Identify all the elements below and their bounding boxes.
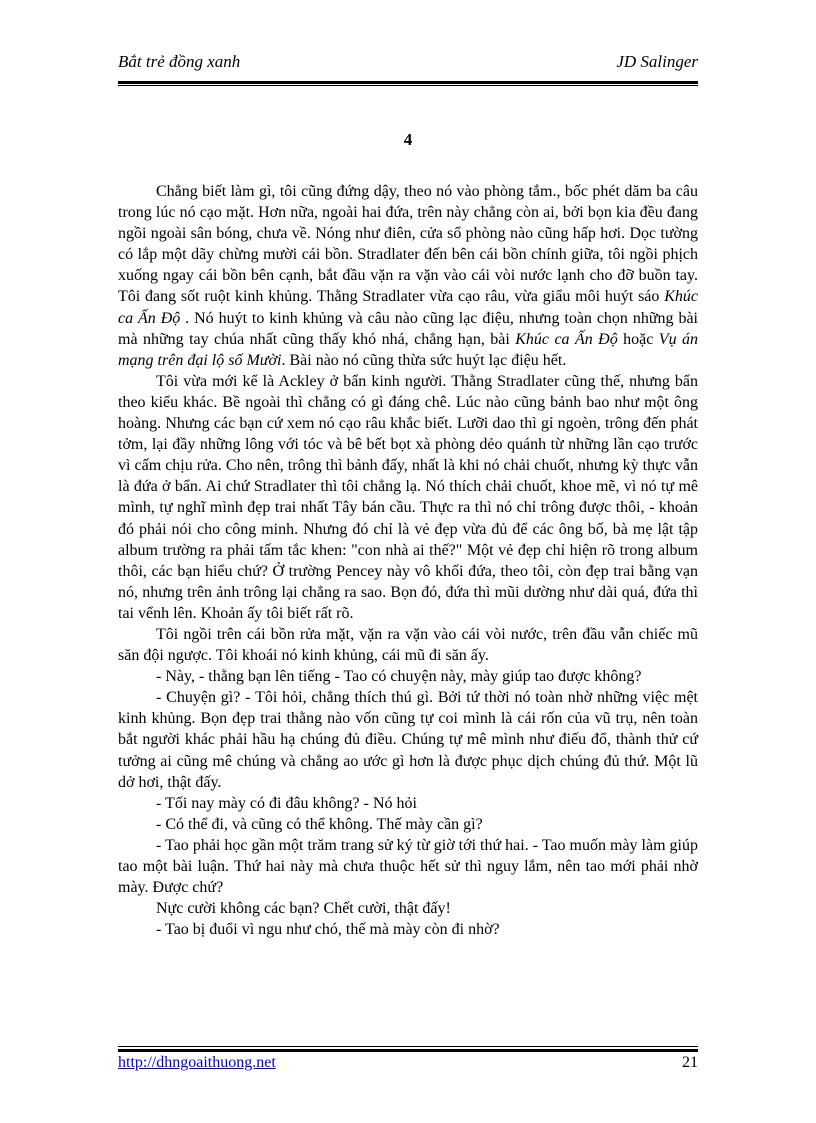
footer-divider — [118, 1049, 698, 1052]
text-run: - Tao phải học gần một trăm trang sử ký từ giờ tới thứ hai. - Tao muốn mày làm giúp tao một bài luận. Thứ hai này mà chưa thuộc hết sử thì nguy lắm, nên tao mới phải nhờ mày. Được chứ? — [118, 836, 698, 897]
paragraph — [118, 181, 698, 371]
book-title: Bắt trẻ đồng xanh — [118, 52, 241, 71]
body-text — [118, 181, 698, 940]
paragraph — [118, 666, 698, 687]
text-run: Tôi vừa mới kể là Ackley ở bẩn kinh người. Thằng Stradlater cũng thế, nhưng bẩn theo kiểu khác. Bề ngoài thì chẳng có gì đáng chê. Lúc nào cũng bảnh bao như một ông hoàng. Nhưng các bạn cứ xem nó cạo râu khắc biết. Lưỡi dao thì gỉ ngoèn, trông đến phát tởm, lại đầy những lông với tóc và bê bết bọt xà phòng dẻo quánh từ những lần cạo trước vì cấm chịu rửa. Cho nên, trông thì bảnh đấy, nhất là khi nó chải chuốt, nhưng kỳ thực vẫn là đứa ở bẩn. Ai chứ Stradlater thì tôi chẳng lạ. Nó thích chải chuốt, khoe mẽ, vì nó tự mê mình, tự nghĩ mình đẹp trai nhất Tây bán cầu. Thực ra thì nó chỉ trông được thôi, - khoản đó phải nói cho công minh. Nhưng đó chỉ là vẻ đẹp vừa đủ để các ông bố, bà mẹ lật tập album trường ra phải tấm tắc khen: "con nhà ai thế?" Một vẻ đẹp chỉ hiện rõ trong album thôi, các bạn hiểu chứ? Ở trường Pencey này vô khối đứa, theo tôi, còn đẹp trai bằng vạn nó, nhưng trên ảnh trông lại chẳng ra sao. Bọn đó, đứa thì mũi dường như dài quá, đứa thì tai vểnh lên. Khoản ấy tôi biết rất rõ. — [118, 372, 698, 622]
text-run: - Có thể đi, và cũng có thể không. Thế mày cần gì? — [156, 815, 483, 833]
paragraph — [118, 814, 698, 835]
header-divider-thin — [118, 85, 698, 86]
text-run: Chẳng biết làm gì, tôi cũng đứng dậy, theo nó vào phòng tắm., bốc phét dăm ba câu trong lúc nó cạo mặt. Hơn nữa, ngoài hai đứa, trên này chẳng còn ai, bởi bọn kia đều đang ngồi ngoài sân bóng, chưa về. Nóng như điên, cửa sổ phòng nào cũng hấp hơi. Dọc tường có lắp một dãy chừng mười cái bồn. Stradlater đến bên cái bồn chính giữa, tôi ngồi phịch xuống ngay cái bồn bên cạnh, bắt đầu vặn ra vặn vào cái vòi nước lạnh cho đỡ buồn tay. Tôi đang sốt ruột kinh khủng. Thằng Stradlater vừa cạo râu, vừa giẩu môi huýt sáo — [118, 183, 698, 306]
page-number: 21 — [682, 1054, 698, 1071]
footer-divider-thin — [118, 1046, 698, 1047]
paragraph — [118, 624, 698, 666]
italic-title: Khúc ca Ấn Độ — [118, 288, 698, 327]
text-run: - Chuyện gì? - Tôi hỏi, chẳng thích thú gì. Bởi tứ thời nó toàn nhờ những việc mệt kinh khủng. Bọn đẹp trai thằng nào vốn cũng tự coi mình là cái rốn của vũ trụ, nên toàn bắt người khác phải hầu hạ chúng đủ điều. Chúng tự mê mình như điếu đổ, thành thử cứ tưởng ai cũng mê chúng và chẳng ao ước gì hơn là được phục dịch chúng đủ thứ. Một lũ dở hơi, thật đấy. — [118, 689, 698, 791]
text-run: - Này, - thằng bạn lên tiếng - Tao có chuyện này, mày giúp tao được không? — [156, 668, 642, 686]
paragraph — [118, 687, 698, 792]
text-run: . Nó huýt to kinh khủng và câu nào cũng lạc điệu, nhưng toàn chọn những bài mà những tay chúa nhất cũng thấy khó nhá, chẳng hạn, bài — [118, 309, 698, 348]
paragraph — [118, 919, 698, 940]
paragraph — [118, 898, 698, 919]
author-name: JD Salinger — [616, 52, 698, 71]
text-run: hoặc — [617, 330, 659, 348]
paragraph — [118, 793, 698, 814]
page-header — [118, 52, 698, 72]
paragraph — [118, 371, 698, 624]
website-link[interactable]: http://dhngoaithuong.net — [118, 1054, 276, 1071]
text-run: . Bài nào nó cũng thừa sức huýt lạc điệu hết. — [281, 351, 567, 369]
text-run: Tôi ngồi trên cái bồn rửa mặt, vặn ra vặn vào cái vòi nước, trên đầu vẫn chiếc mũ săn đội ngược. Tôi khoái nó kinh khủng, cái mũ đi săn ấy. — [118, 625, 698, 665]
header-divider — [118, 81, 698, 84]
italic-title: Vụ án mạng trên đại lộ số Mười — [118, 330, 698, 369]
italic-title: Khúc ca Ấn Độ — [515, 330, 618, 348]
page-footer — [118, 1054, 698, 1072]
paragraph — [118, 835, 698, 898]
text-run: - Tối nay mày có đi đâu không? - Nó hỏi — [156, 794, 417, 812]
text-run: Nực cười không các bạn? Chết cười, thật đấy! — [156, 900, 451, 918]
chapter-number: 4 — [403, 130, 413, 149]
text-run: - Tao bị đuổi vì ngu như chó, thế mà mày còn đi nhờ? — [156, 921, 500, 939]
